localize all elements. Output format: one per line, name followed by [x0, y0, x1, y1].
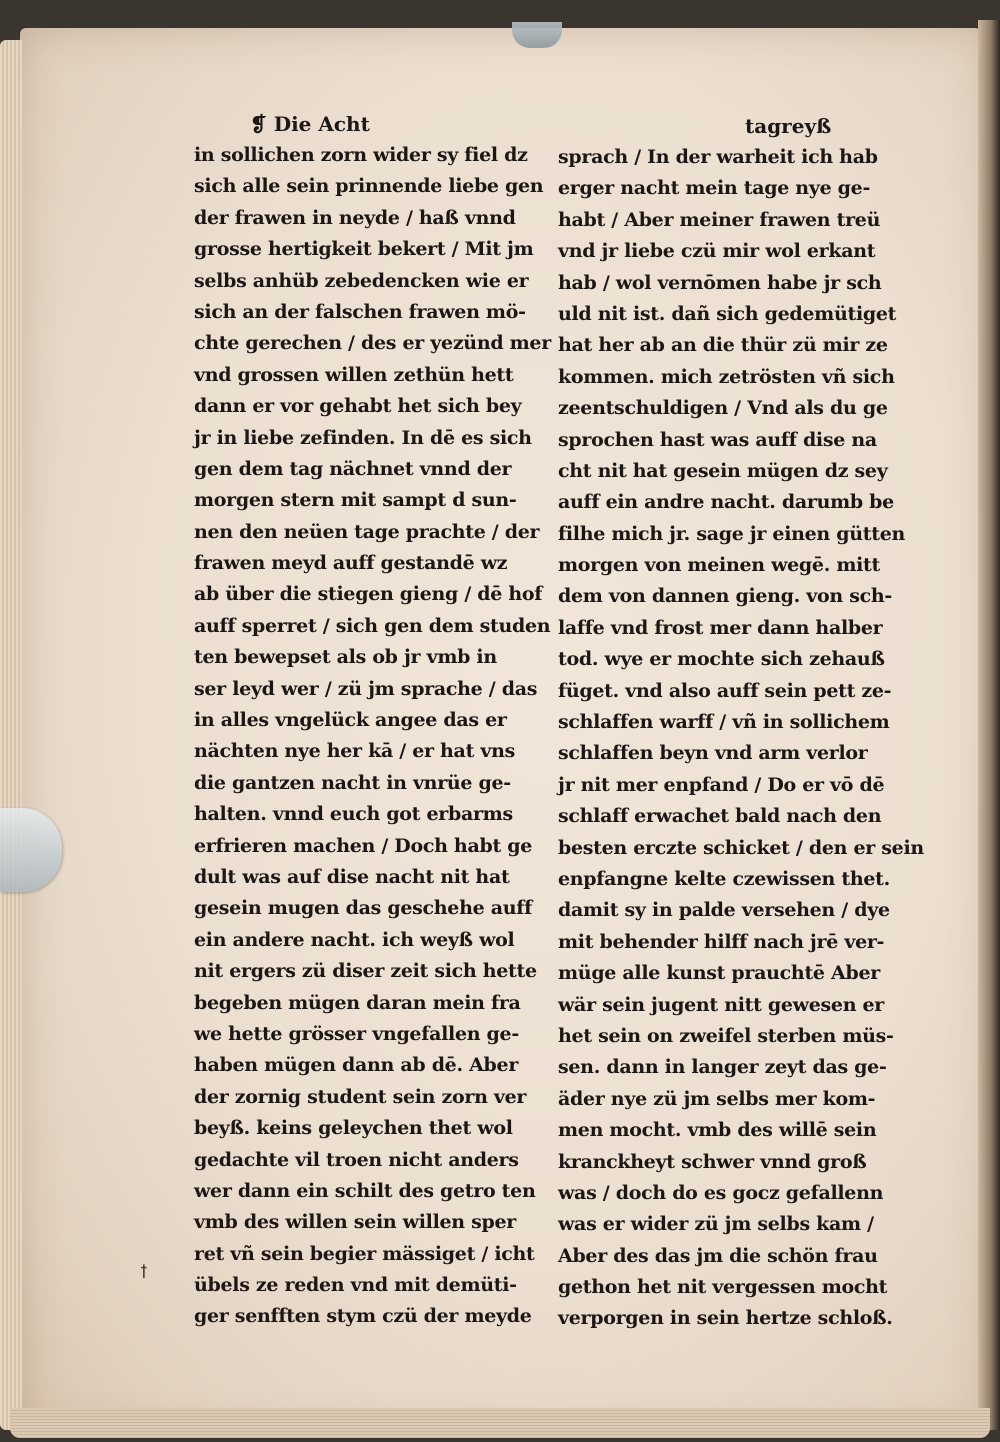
- text-line: was / doch do es gocz gefallenn: [558, 1181, 884, 1204]
- text-line: het sein on zweifel sterben müs-: [558, 1024, 894, 1047]
- text-line: tod. wye er mochte sich zehauß: [558, 648, 885, 671]
- text-line: schlaffen warff / vñ in sollichem: [558, 711, 890, 734]
- text-line: nächten nye her kā / er hat vns: [194, 740, 516, 763]
- text-line: der zornig student sein zorn ver: [194, 1085, 527, 1108]
- text-line: Aber des das jm die schön frau: [558, 1244, 878, 1267]
- text-line: ger senfften stym czü der meyde: [194, 1305, 532, 1328]
- text-line: cht nit hat gesein mügen dz sey: [558, 459, 888, 482]
- text-line: was er wider zü jm selbs kam /: [558, 1213, 874, 1236]
- text-line: we hette grösser vngefallen ge-: [194, 1022, 519, 1045]
- text-line: jr nit mer enpfand / Do er vō dē: [558, 773, 885, 796]
- text-line: übels ze reden vnd mit demüti-: [194, 1274, 517, 1297]
- text-line: filhe mich jr. sage jr einen gütten: [558, 522, 906, 545]
- text-line: erger nacht mein tage nye ge-: [558, 177, 871, 200]
- text-line: schlaff erwachet bald nach den: [558, 805, 882, 828]
- text-line: erfrieren machen / Doch habt ge: [194, 834, 533, 857]
- text-line: haben mügen dann ab dē. Aber: [194, 1054, 519, 1077]
- text-line: uld nit ist. dañ sich gedemütiget: [558, 302, 897, 325]
- text-line: ein andere nacht. ich weyß wol: [194, 928, 515, 951]
- clip-top: [512, 22, 562, 48]
- text-line: füget. vnd also auff sein pett ze-: [558, 679, 892, 702]
- text-line: dem von dannen gieng. von sch-: [558, 585, 893, 608]
- text-line: morgen von meinen wegē. mitt: [558, 554, 880, 577]
- text-column-right: [558, 142, 924, 1335]
- text-line: mit behender hilff nach jrē ver-: [558, 930, 885, 953]
- running-header-right: tagreyß: [745, 114, 832, 138]
- text-line: müge alle kunst prauchtē Aber: [558, 962, 880, 985]
- text-line: damit sy in palde versehen / dye: [558, 899, 890, 922]
- text-line: besten erczte schicket / den er sein: [558, 836, 924, 859]
- stray-mark: ꝉ: [140, 1262, 148, 1283]
- text-line: habt / Aber meiner frawen treü: [558, 208, 881, 231]
- running-header-left: ❡ Die Acht: [250, 112, 370, 136]
- text-line: dult was auf dise nacht nit hat: [194, 865, 510, 888]
- text-line: nit ergers zü diser zeit sich hette: [194, 960, 537, 983]
- text-line: ret vñ sein begier mässiget / icht: [194, 1242, 535, 1265]
- text-line: laffe vnd frost mer dann halber: [558, 616, 883, 639]
- page-stack-left: [0, 40, 22, 1430]
- text-line: gedachte vil troen nicht anders: [194, 1148, 519, 1171]
- text-line: kommen. mich zetrösten vñ sich: [558, 365, 895, 388]
- text-line: dann er vor gehabt het sich bey: [194, 395, 522, 418]
- text-line: grosse hertigkeit bekert / Mit jm: [194, 238, 534, 261]
- text-line: begeben mügen daran mein fra: [194, 991, 521, 1014]
- text-line: gethon het nit vergessen mocht: [558, 1276, 888, 1299]
- text-line: enpfangne kelte czewissen thet.: [558, 867, 890, 890]
- text-line: beyß. keins geleychen thet wol: [194, 1117, 513, 1140]
- text-line: äder nye zü jm selbs mer kom-: [558, 1087, 876, 1110]
- text-line: die gantzen nacht in vnrüe ge-: [194, 771, 511, 794]
- text-line: ab über die stiegen gieng / dē hof: [194, 583, 543, 606]
- text-line: sich alle sein prinnende liebe gen: [194, 175, 544, 198]
- page-edge-right: [978, 20, 1000, 1430]
- text-line: vmb des willen sein willen sper: [194, 1211, 516, 1234]
- text-line: hat her ab an die thür zü mir ze: [558, 334, 888, 357]
- text-line: chte gerechen / des er yezünd mer: [194, 332, 551, 355]
- text-line: wär sein jugent nitt gewesen er: [558, 993, 885, 1016]
- text-line: wer dann ein schilt des getro ten: [194, 1179, 536, 1202]
- text-line: selbs anhüb zebedencken wie er: [194, 269, 529, 292]
- text-line: auff ein andre nacht. darumb be: [558, 491, 894, 514]
- text-line: gesein mugen das geschehe auff: [194, 897, 532, 920]
- text-line: auff sperret / sich gen dem studen: [194, 614, 551, 637]
- text-line: der frawen in neyde / haß vnnd: [194, 206, 516, 229]
- text-line: morgen stern mit sampt d sun-: [194, 489, 517, 512]
- text-line: frawen meyd auff gestandē wz: [194, 552, 508, 575]
- text-line: schlaffen beyn vnd arm verlor: [558, 742, 868, 765]
- text-line: in alles vngelück angee das er: [194, 709, 507, 732]
- text-line: in sollichen zorn wider sy fiel dz: [194, 144, 528, 166]
- text-line: hab / wol vernōmen habe jr sch: [558, 271, 882, 294]
- text-line: gen dem tag nächnet vnnd der: [194, 457, 512, 480]
- text-column-left: [194, 140, 551, 1333]
- text-line: sprochen hast was auff dise na: [558, 428, 877, 451]
- text-line: halten. vnnd euch got erbarms: [194, 803, 513, 826]
- text-line: men mocht. vmb des willē sein: [558, 1119, 877, 1142]
- text-line: sprach / In der warheit ich hab: [558, 146, 878, 168]
- text-line: kranckheyt schwer vnnd groß: [558, 1150, 867, 1173]
- text-line: nen den neüen tage prachte / der: [194, 520, 540, 543]
- text-line: vnd grossen willen zethün hett: [194, 363, 514, 386]
- text-line: sen. dann in langer zeyt das ge-: [558, 1056, 887, 1079]
- text-line: verporgen in sein hertze schloß.: [558, 1307, 893, 1330]
- text-line: ser leyd wer / zü jm sprache / das: [194, 677, 538, 700]
- text-line: zeentschuldigen / Vnd als du ge: [558, 397, 888, 420]
- text-line: jr in liebe zefinden. In dē es sich: [194, 426, 532, 449]
- text-line: sich an der falschen frawen mö-: [194, 300, 526, 323]
- text-line: vnd jr liebe czü mir wol erkant: [558, 240, 876, 263]
- page-stack-bottom: [10, 1408, 990, 1438]
- text-line: ten bewepset als ob jr vmb in: [194, 646, 497, 669]
